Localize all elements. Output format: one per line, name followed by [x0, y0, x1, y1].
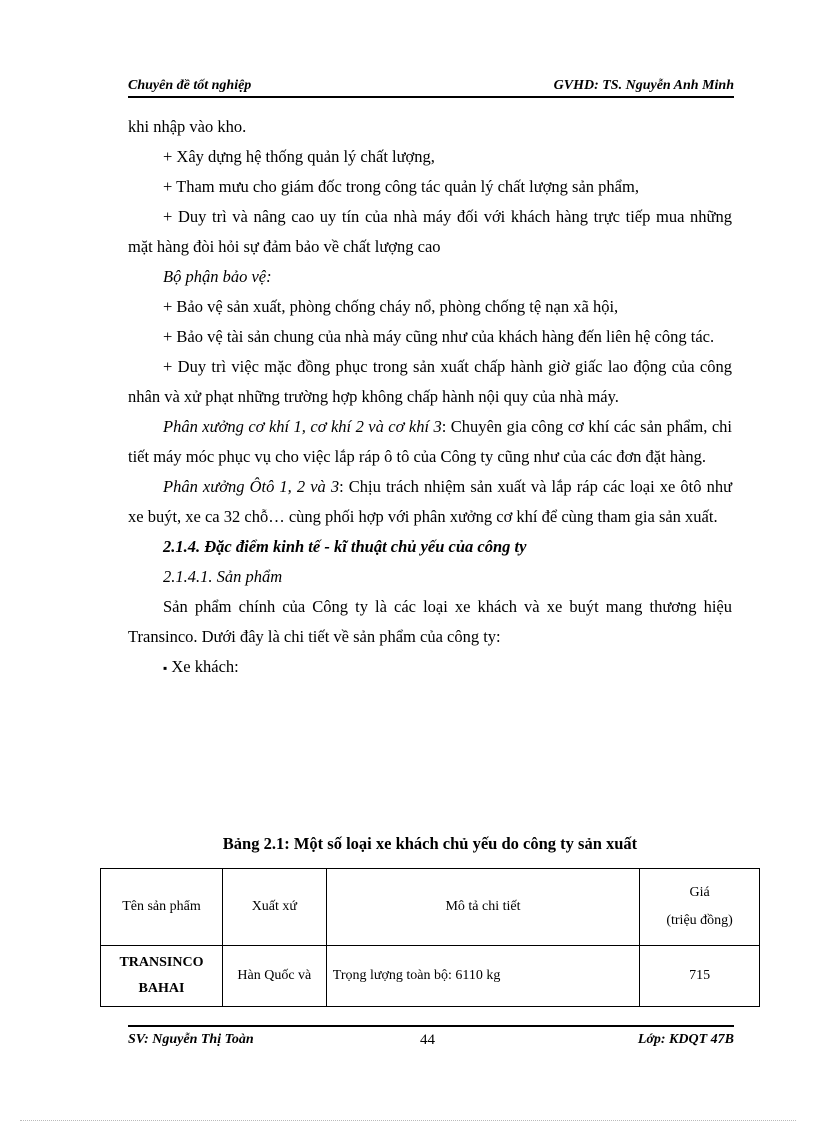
- subsection-heading: 2.1.4.1. Sản phẩm: [163, 567, 283, 586]
- page-header: [128, 78, 734, 98]
- cell-description: Trọng lượng toàn bộ: 6110 kg: [326, 946, 639, 1007]
- page-footer: [128, 1025, 734, 1049]
- workshop-auto-label: Phân xưởng Ôtô 1, 2 và 3: [163, 477, 340, 496]
- table-header-row: [101, 869, 760, 946]
- bullet-square-icon: ▪: [163, 661, 168, 675]
- footer-class: Lớp: KDQT 47B: [637, 1032, 734, 1047]
- paragraph-workshop-mechanical: [128, 412, 732, 472]
- col-header-description: Mô tả chi tiết: [326, 869, 639, 946]
- workshop-auto-text: : Chịu trách nhiệm sản xuất và lắp ráp các loại xe ôtô như xe buýt, xe ca 32 chỗ… cùng phối hợp với phân xưởng cơ khí để cùng tham gia sản xuất.: [128, 477, 733, 526]
- document-body: [128, 112, 732, 683]
- col-header-product: Tên sản phẩm: [101, 869, 223, 946]
- paragraph-workshop-auto: [128, 472, 732, 532]
- price-unit: (triệu đồng): [666, 913, 733, 928]
- page-number: 44: [420, 1032, 435, 1048]
- paragraph: + Tham mưu cho giám đốc trong công tác quản lý chất lượng sản phẩm,: [163, 177, 639, 196]
- section-label-security: Bộ phận bảo vệ:: [163, 267, 272, 286]
- cell-product-name: [101, 946, 223, 1007]
- paragraph: + Bảo vệ sản xuất, phòng chống cháy nổ, phòng chống tệ nạn xã hội,: [163, 297, 619, 316]
- paragraph: + Duy trì và nâng cao uy tín của nhà máy đối với khách hàng trực tiếp mua những mặt hàng đòi hỏi sự đảm bảo về chất lượng cao: [128, 207, 732, 256]
- price-label: Giá: [689, 885, 710, 900]
- workshop-mechanical-label: Phân xưởng cơ khí 1, cơ khí 2 và cơ khí 3: [163, 417, 442, 436]
- paragraph: Sản phẩm chính của Công ty là các loại xe khách và xe buýt mang thương hiệu Transinco. Dưới đây là chi tiết về sản phẩm của công ty:: [128, 597, 732, 646]
- paragraph: khi nhập vào kho.: [128, 117, 247, 136]
- col-header-origin: Xuất xứ: [222, 869, 326, 946]
- product-name-line2: BAHAI: [138, 981, 185, 996]
- paragraph: + Bảo vệ tài sản chung của nhà máy cũng như của khách hàng đến liên hệ công tác.: [163, 327, 715, 346]
- product-name-line1: TRANSINCO: [119, 955, 204, 970]
- section-heading: 2.1.4. Đặc điểm kinh tế - kĩ thuật chủ yếu của công ty: [163, 537, 527, 556]
- header-advisor: GVHD: TS. Nguyễn Anh Minh: [553, 78, 734, 93]
- product-table: [100, 868, 760, 1007]
- table-caption: Bảng 2.1: Một số loại xe khách chủ yếu do công ty sản xuất: [222, 834, 638, 853]
- cell-origin: Hàn Quốc và: [222, 946, 326, 1007]
- col-header-price: [640, 869, 760, 946]
- bullet-item: [128, 652, 732, 683]
- workshop-mechanical-text: : Chuyên gia công cơ khí các sản phẩm, chi tiết máy móc phục vụ cho việc lắp ráp ô tô của Công ty cũng như của các đơn đặt hàng.: [128, 417, 732, 466]
- paragraph: + Xây dựng hệ thống quản lý chất lượng,: [163, 147, 435, 166]
- paragraph: + Duy trì việc mặc đồng phục trong sản xuất chấp hành giờ giấc lao động của công nhân và xử phạt những trường hợp không chấp hành nội quy của nhà máy.: [128, 357, 732, 406]
- bullet-text: Xe khách:: [171, 657, 239, 676]
- table-row: [101, 946, 760, 1007]
- footer-student: SV: Nguyễn Thị Toàn: [128, 1032, 254, 1047]
- header-doc-title: Chuyên đề tốt nghiệp: [128, 78, 252, 93]
- page-bottom-border: [20, 1120, 796, 1121]
- cell-price: 715: [640, 946, 760, 1007]
